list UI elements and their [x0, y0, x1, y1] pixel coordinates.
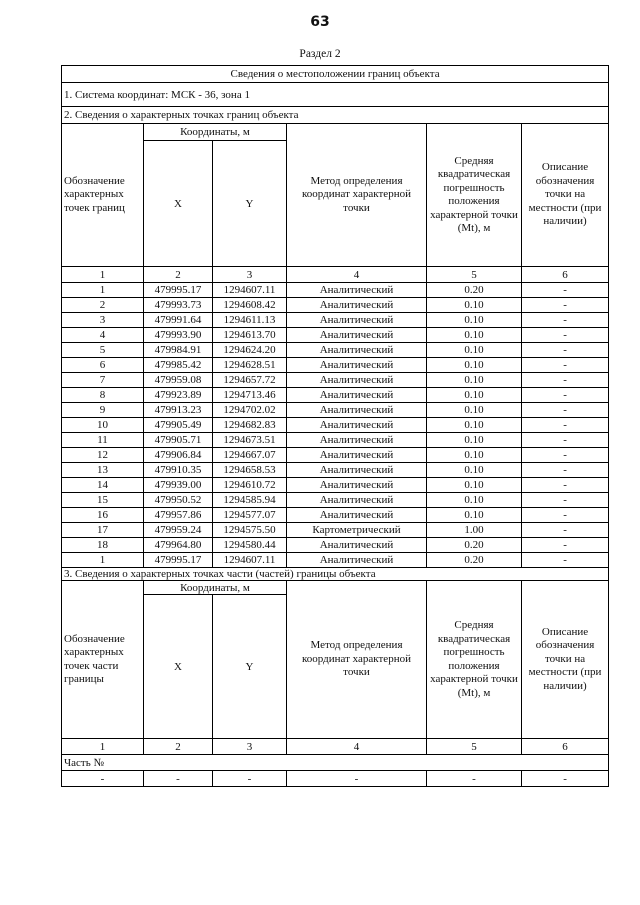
- error-cell: 0.10: [427, 403, 522, 418]
- col-number: 1: [62, 739, 144, 755]
- error-cell: 0.10: [427, 358, 522, 373]
- point-number: 8: [62, 388, 144, 403]
- method-cell: Аналитический: [287, 283, 427, 298]
- method-cell: Аналитический: [287, 313, 427, 328]
- method-cell: Аналитический: [287, 508, 427, 523]
- point-number: 12: [62, 448, 144, 463]
- coord-y: 1294667.07: [213, 448, 287, 463]
- error-cell: 0.10: [427, 433, 522, 448]
- method-cell: Картометрический: [287, 523, 427, 538]
- point-number: 16: [62, 508, 144, 523]
- coord-x: 479910.35: [144, 463, 213, 478]
- description-cell: -: [522, 328, 609, 343]
- coord-x: 479984.91: [144, 343, 213, 358]
- error-cell: 0.10: [427, 418, 522, 433]
- col-number: 3: [213, 267, 287, 283]
- point-number: 14: [62, 478, 144, 493]
- coord-x: 479991.64: [144, 313, 213, 328]
- coord-x: 479905.71: [144, 433, 213, 448]
- coord-y: 1294657.72: [213, 373, 287, 388]
- boundary-table: [61, 65, 609, 787]
- header-method: Метод определения координат характерной точки: [287, 124, 427, 267]
- method-cell: Аналитический: [287, 343, 427, 358]
- point-number: 6: [62, 358, 144, 373]
- coord-x: 479995.17: [144, 283, 213, 298]
- points-section-header: 2. Сведения о характерных точках границ объекта: [62, 107, 609, 124]
- coord-x: 479957.86: [144, 508, 213, 523]
- column-numbers-row: [62, 267, 609, 283]
- point-number: 15: [62, 493, 144, 508]
- empty-cell: -: [427, 771, 522, 787]
- point-number: 5: [62, 343, 144, 358]
- description-cell: -: [522, 523, 609, 538]
- coord-y: 1294575.50: [213, 523, 287, 538]
- point-number: 13: [62, 463, 144, 478]
- col-number: 2: [144, 267, 213, 283]
- table-row: [62, 433, 609, 448]
- coord-x: 479964.80: [144, 538, 213, 553]
- header2-coordinates: Координаты, м: [144, 581, 287, 595]
- coord-y: 1294613.70: [213, 328, 287, 343]
- coord-x: 479913.23: [144, 403, 213, 418]
- error-cell: 0.20: [427, 283, 522, 298]
- method-cell: Аналитический: [287, 373, 427, 388]
- empty-cell: -: [144, 771, 213, 787]
- error-cell: 0.10: [427, 328, 522, 343]
- coord-y: 1294607.11: [213, 553, 287, 568]
- error-cell: 0.10: [427, 448, 522, 463]
- coord-y: 1294658.53: [213, 463, 287, 478]
- table-row: [62, 448, 609, 463]
- empty-cell: -: [287, 771, 427, 787]
- point-number: 7: [62, 373, 144, 388]
- method-cell: Аналитический: [287, 538, 427, 553]
- method-cell: Аналитический: [287, 433, 427, 448]
- table-row: [62, 493, 609, 508]
- coord-x: 479959.24: [144, 523, 213, 538]
- error-cell: 0.10: [427, 463, 522, 478]
- coord-x: 479950.52: [144, 493, 213, 508]
- table-row: [62, 508, 609, 523]
- empty-cell: -: [213, 771, 287, 787]
- point-number: 17: [62, 523, 144, 538]
- coord-y: 1294673.51: [213, 433, 287, 448]
- description-cell: -: [522, 358, 609, 373]
- coord-y: 1294628.51: [213, 358, 287, 373]
- error-cell: 0.10: [427, 508, 522, 523]
- coord-y: 1294682.83: [213, 418, 287, 433]
- description-cell: -: [522, 298, 609, 313]
- method-cell: Аналитический: [287, 328, 427, 343]
- method-cell: Аналитический: [287, 448, 427, 463]
- description-cell: -: [522, 283, 609, 298]
- coord-x: 479906.84: [144, 448, 213, 463]
- method-cell: Аналитический: [287, 298, 427, 313]
- table-title: Сведения о местоположении границ объекта: [62, 66, 609, 83]
- header-point-label: Обозначение характерных точек границ: [62, 124, 144, 267]
- error-cell: 1.00: [427, 523, 522, 538]
- table-row: [62, 523, 609, 538]
- coord-y: 1294624.20: [213, 343, 287, 358]
- empty-cell: -: [522, 771, 609, 787]
- coord-system: 1. Система координат: МСК - 36, зона 1: [62, 83, 609, 107]
- col-number: 1: [62, 267, 144, 283]
- point-number: 18: [62, 538, 144, 553]
- error-cell: 0.10: [427, 313, 522, 328]
- method-cell: Аналитический: [287, 388, 427, 403]
- table-row: [62, 343, 609, 358]
- description-cell: -: [522, 553, 609, 568]
- header2-x: X: [144, 595, 213, 739]
- section-label: Раздел 2: [299, 48, 341, 60]
- col-number: 2: [144, 739, 213, 755]
- col-number: 5: [427, 267, 522, 283]
- header-x: X: [144, 141, 213, 267]
- part-empty-row: [62, 771, 609, 787]
- description-cell: -: [522, 313, 609, 328]
- error-cell: 0.20: [427, 553, 522, 568]
- error-cell: 0.10: [427, 373, 522, 388]
- coord-y: 1294713.46: [213, 388, 287, 403]
- description-cell: -: [522, 388, 609, 403]
- table-row: [62, 538, 609, 553]
- method-cell: Аналитический: [287, 478, 427, 493]
- table-row: [62, 418, 609, 433]
- column-numbers-row-2: [62, 739, 609, 755]
- header-coordinates: Координаты, м: [144, 124, 287, 141]
- description-cell: -: [522, 493, 609, 508]
- point-number: 4: [62, 328, 144, 343]
- header2-point-label: Обозначение характерных точек части границы: [62, 581, 144, 739]
- part-label: Часть №: [62, 755, 609, 771]
- table-row: [62, 358, 609, 373]
- coord-y: 1294611.13: [213, 313, 287, 328]
- header-y: Y: [213, 141, 287, 267]
- coord-x: 479985.42: [144, 358, 213, 373]
- error-cell: 0.10: [427, 388, 522, 403]
- coord-y: 1294607.11: [213, 283, 287, 298]
- table-row: [62, 298, 609, 313]
- table-row: [62, 463, 609, 478]
- table-row: [62, 478, 609, 493]
- point-number: 1: [62, 553, 144, 568]
- point-number: 3: [62, 313, 144, 328]
- description-cell: -: [522, 403, 609, 418]
- error-cell: 0.10: [427, 478, 522, 493]
- coord-x: 479905.49: [144, 418, 213, 433]
- coord-x: 479939.00: [144, 478, 213, 493]
- header2-y: Y: [213, 595, 287, 739]
- empty-cell: -: [62, 771, 144, 787]
- header-description: Описание обозначения точки на местности (при наличии): [522, 124, 609, 267]
- description-cell: -: [522, 448, 609, 463]
- description-cell: -: [522, 433, 609, 448]
- col-number: 5: [427, 739, 522, 755]
- table-row: [62, 313, 609, 328]
- col-number: 6: [522, 739, 609, 755]
- coord-y: 1294702.02: [213, 403, 287, 418]
- error-cell: 0.20: [427, 538, 522, 553]
- error-cell: 0.10: [427, 298, 522, 313]
- coord-y: 1294580.44: [213, 538, 287, 553]
- page-number: 63: [310, 14, 330, 30]
- col-number: 4: [287, 267, 427, 283]
- error-cell: 0.10: [427, 493, 522, 508]
- table-row: [62, 328, 609, 343]
- point-number: 11: [62, 433, 144, 448]
- part-section-header: 3. Сведения о характерных точках части (частей) границы объекта: [62, 568, 609, 581]
- coord-y: 1294585.94: [213, 493, 287, 508]
- coord-y: 1294577.07: [213, 508, 287, 523]
- coord-y: 1294610.72: [213, 478, 287, 493]
- method-cell: Аналитический: [287, 493, 427, 508]
- point-number: 10: [62, 418, 144, 433]
- col-number: 4: [287, 739, 427, 755]
- point-number: 9: [62, 403, 144, 418]
- table-row: [62, 388, 609, 403]
- table-row: [62, 373, 609, 388]
- method-cell: Аналитический: [287, 358, 427, 373]
- description-cell: -: [522, 463, 609, 478]
- description-cell: -: [522, 538, 609, 553]
- description-cell: -: [522, 478, 609, 493]
- coord-x: 479995.17: [144, 553, 213, 568]
- description-cell: -: [522, 373, 609, 388]
- coord-x: 479993.90: [144, 328, 213, 343]
- error-cell: 0.10: [427, 343, 522, 358]
- method-cell: Аналитический: [287, 403, 427, 418]
- col-number: 3: [213, 739, 287, 755]
- coord-y: 1294608.42: [213, 298, 287, 313]
- description-cell: -: [522, 508, 609, 523]
- table-row: [62, 403, 609, 418]
- header-error: Средняя квадратическая погрешность положения характерной точки (Mt), м: [427, 124, 522, 267]
- point-number: 2: [62, 298, 144, 313]
- method-cell: Аналитический: [287, 553, 427, 568]
- coord-x: 479993.73: [144, 298, 213, 313]
- method-cell: Аналитический: [287, 463, 427, 478]
- coord-x: 479923.89: [144, 388, 213, 403]
- header2-method: Метод определения координат характерной точки: [287, 581, 427, 739]
- table-row: [62, 283, 609, 298]
- col-number: 6: [522, 267, 609, 283]
- description-cell: -: [522, 343, 609, 358]
- description-cell: -: [522, 418, 609, 433]
- header2-error: Средняя квадратическая погрешность положения характерной точки (Mt), м: [427, 581, 522, 739]
- table-row: [62, 553, 609, 568]
- method-cell: Аналитический: [287, 418, 427, 433]
- header2-description: Описание обозначения точки на местности (при наличии): [522, 581, 609, 739]
- point-number: 1: [62, 283, 144, 298]
- coord-x: 479959.08: [144, 373, 213, 388]
